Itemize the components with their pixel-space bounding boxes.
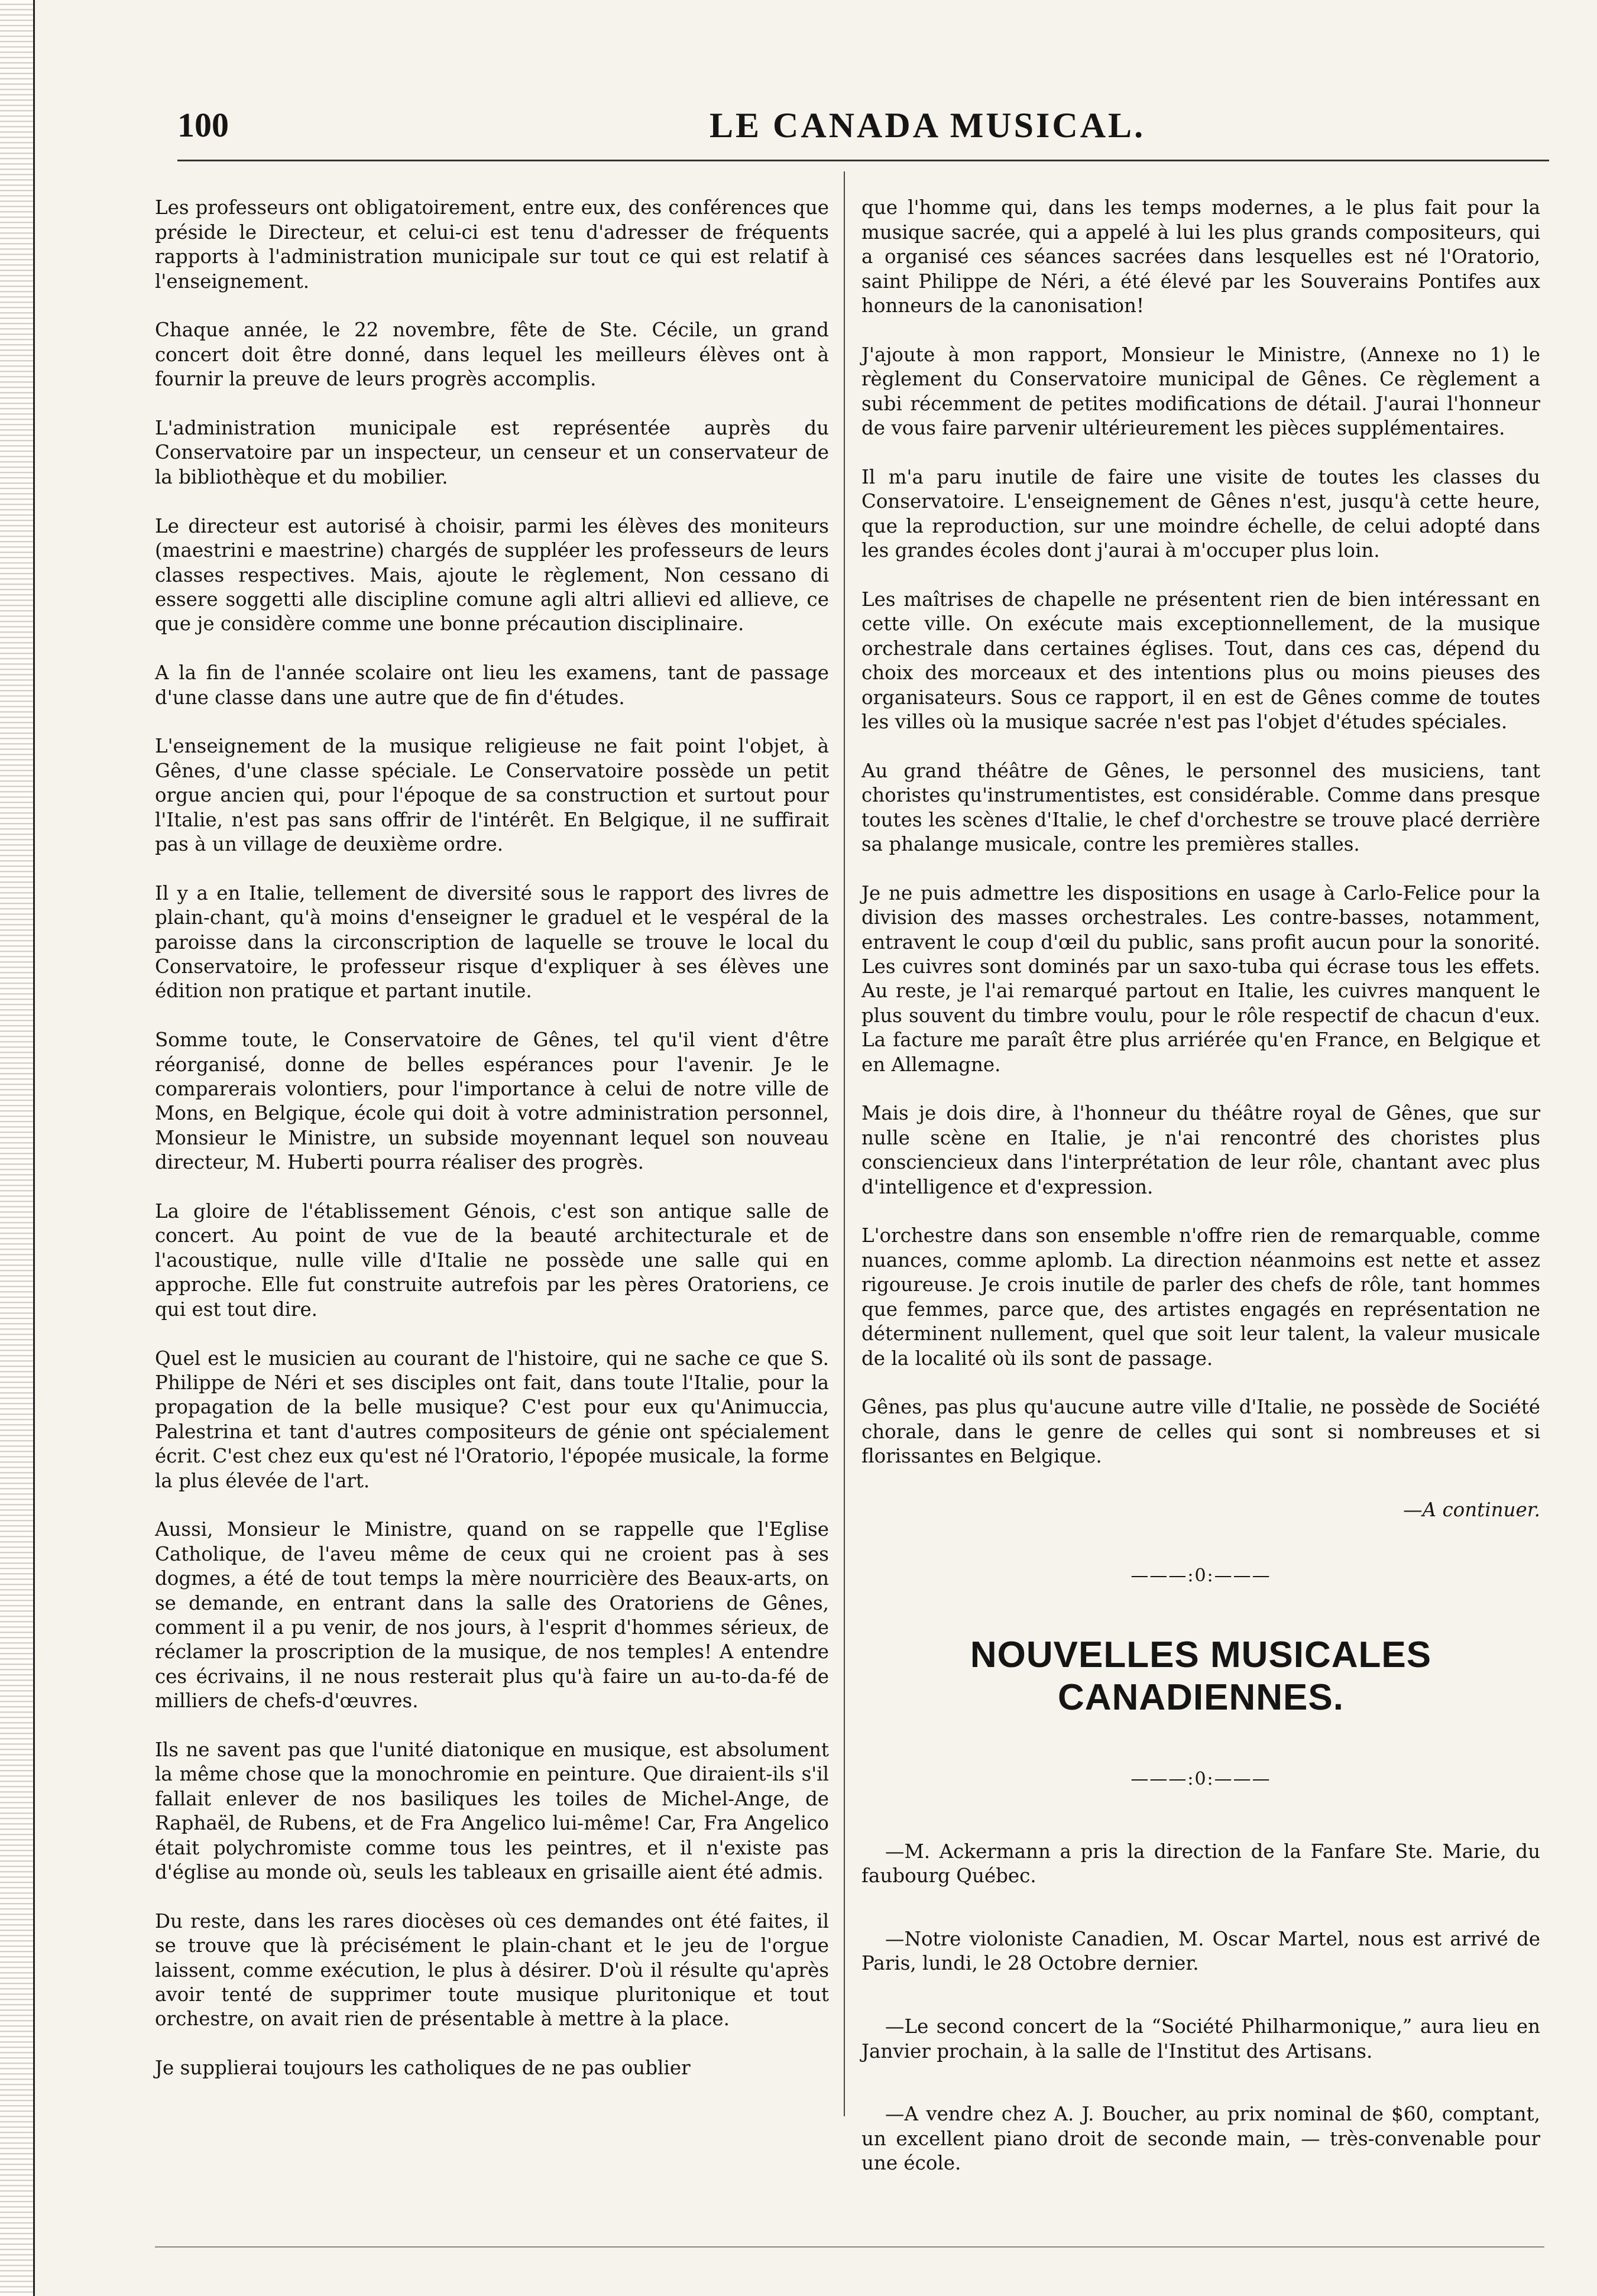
- paragraph: Les professeurs ont obligatoirement, entre eux, des conférences que préside le Directeur, et celui-ci est tenu d'adresser de fréquents rapports à l'administration municipale sur tout ce qui est relatif à l'enseignement.: [155, 196, 829, 293]
- page-header: [177, 99, 1549, 153]
- section-title: NOUVELLES MUSICALES CANADIENNES.: [970, 1634, 1432, 1718]
- paragraph: Les maîtrises de chapelle ne présentent rien de bien intéressant en cette ville. On exécute mais exceptionnellement, de la musique orchestrale dans certaines églises. Tout, dans ces cas, dépend du choix des morceaux et des intentions plus ou moins pieuses des organisateurs. Sous ce rapport, il en est de Gênes comme de toutes les villes où la musique sacrée n'est pas l'objet d'études spéciales.: [861, 588, 1540, 733]
- separator: ———:0:———: [1130, 1565, 1271, 1586]
- header-rule: [177, 160, 1549, 161]
- news-item: —M. Ackermann a pris la direction de la Fanfare Ste. Marie, du faubourg Québec.: [861, 1840, 1540, 1888]
- column-divider: [844, 171, 845, 2116]
- paragraph: Je ne puis admettre les dispositions en usage à Carlo-Felice pour la division des masses orchestrales. Les contre-basses, notamment, entravent le coup d'œil du public, sans profit aucun pour la sonorité. Les cuivres sont dominés par un saxo-tuba qui écrase tous les effets. Au reste, je l'ai remarqué partout en Italie, les cuivres manquent le plus souvent du timbre voulu, pour le rôle respectif de chacun d'eux. La facture me paraît être plus arriérée qu'en France, en Belgique et en Allemagne.: [861, 881, 1540, 1076]
- paragraph: A la fin de l'année scolaire ont lieu les examens, tant de passage d'une classe dans une autre que de fin d'études.: [155, 661, 829, 709]
- news-item: —Notre violoniste Canadien, M. Oscar Martel, nous est arrivé de Paris, lundi, le 28 Octobre dernier.: [861, 1928, 1540, 1975]
- paragraph: L'orchestre dans son ensemble n'offre rien de remarquable, comme nuances, comme aplomb. La direction néanmoins est nette et assez rigoureuse. Je crois inutile de parler des chefs de rôle, tant hommes que femmes, parce que, des artistes engagés en représentation ne déterminent nullement, quel que soit leur talent, la valeur musicale de la localité où ils sont de passage.: [861, 1224, 1540, 1370]
- continued-note: —A continuer.: [1403, 1498, 1540, 1521]
- bottom-rule: [155, 2246, 1544, 2248]
- paragraph: Somme toute, le Conservatoire de Gênes, tel qu'il vient d'être réorganisé, donne de belles espérances pour l'avenir. Je le comparerais volontiers, pour l'importance à celui de notre ville de Mons, en Belgique, école qui doit à votre administration personnel, Monsieur le Ministre, un subside moyennant lequel son nouveau directeur, M. Huberti pourra réaliser des progrès.: [155, 1029, 829, 1174]
- page-number: 100: [177, 106, 229, 144]
- paragraph: Il m'a paru inutile de faire une visite de toutes les classes du Conservatoire. L'enseignement de Gênes n'est, jusqu'à cette heure, que la reproduction, sur une moindre échelle, de celui adopté dans les grandes écoles dont j'aurai à m'occuper plus loin.: [861, 465, 1540, 562]
- paragraph: L'administration municipale est représentée auprès du Conservatoire par un inspecteur, un censeur et un conservateur de la bibliothèque et du mobilier.: [155, 417, 829, 488]
- paragraph: Quel est le musicien au courant de l'histoire, qui ne sache ce que S. Philippe de Néri et ses disciples ont fait, dans toute l'Italie, pour la propagation de la belle musique? C'est pour eux qu'Animuccia, Palestrina et tant d'autres compositeurs de génie ont spécialement écrit. C'est chez eux qu'est né l'Oratorio, l'épopée musicale, la forme la plus élevée de l'art.: [155, 1347, 829, 1492]
- separator: ———:0:———: [1130, 1768, 1271, 1789]
- paragraph: La gloire de l'établissement Génois, c'est son antique salle de concert. Au point de vue de la beauté architecturale et de l'acoustique, nulle ville d'Italie ne possède une salle qui en approche. Elle fut construite autrefois par les pères Oratoriens, ce qui est tout dire.: [155, 1200, 829, 1321]
- paragraph: Gênes, pas plus qu'aucune autre ville d'Italie, ne possède de Société chorale, dans le genre de celles qui sont si nombreuses et si florissantes en Belgique.: [861, 1396, 1540, 1468]
- news-item: —Le second concert de la “Société Philharmonique,” aura lieu en Janvier prochain, à la salle de l'Institut des Artisans.: [861, 2015, 1540, 2062]
- journal-title: LE CANADA MUSICAL.: [710, 106, 1146, 145]
- paragraph: Mais je dois dire, à l'honneur du théâtre royal de Gênes, que sur nulle scène en Italie, je n'ai rencontré des choristes plus consciencieux dans l'interprétation de leur rôle, chantant avec plus d'intelligence et d'expression.: [861, 1102, 1540, 1198]
- paragraph: que l'homme qui, dans les temps modernes, a le plus fait pour la musique sacrée, qui a appelé à lui les plus grands compositeurs, qui a organisé ces séances sacrées dans lesquelles est né l'Oratorio, saint Philippe de Néri, a été élevé par les Souverains Pontifes aux honneurs de la canonisation!: [861, 196, 1540, 317]
- paragraph: Je supplierai toujours les catholiques de ne pas oublier: [155, 2057, 691, 2080]
- binding-edge: [0, 0, 35, 2296]
- paragraph: Au grand théâtre de Gênes, le personnel des musiciens, tant choristes qu'instrumentistes, est considérable. Comme dans presque toutes les scènes d'Italie, le chef d'orchestre se trouve placé derrière sa phalange musicale, contre les premières stalles.: [861, 759, 1540, 855]
- paragraph: Aussi, Monsieur le Ministre, quand on se rappelle que l'Eglise Catholique, de l'aveu même de ceux qui ne croient pas à ses dogmes, a été de tout temps la mère nourricière des Beaux-arts, on se demande, en entrant dans la salle des Oratoriens de Gênes, comment il a pu venir, de nos jours, à l'esprit d'hommes sérieux, de réclamer la proscription de la musique, de nos temples! A entendre ces écrivains, il ne nous resterait plus qu'à faire un au-to-da-fé de milliers de chefs-d'œuvres.: [155, 1518, 829, 1713]
- right-column: [861, 171, 1540, 2200]
- paragraph: Il y a en Italie, tellement de diversité sous le rapport des livres de plain-chant, qu'à moins d'enseigner le graduel et le vespéral de la paroisse dans la circonscription de laquelle se trouve le local du Conservatoire, le professeur risque d'expliquer à ses élèves une édition non pratique et partant inutile.: [155, 881, 829, 1003]
- left-column: [155, 171, 829, 2105]
- paragraph: Ils ne savent pas que l'unité diatonique en musique, est absolument la même chose que la monochromie en peinture. Que diraient-ils s'il fallait enlever de nos basiliques les toiles de Michel-Ange, de Raphaël, de Rubens, et de Fra Angelico lui-même! Car, Fra Angelico était polychromiste comme tous les peintres, et il n'existe pas d'église au monde où, seuls les tableaux en grisaille aient été admis.: [155, 1739, 829, 1884]
- paragraph: J'ajoute à mon rapport, Monsieur le Ministre, (Annexe no 1) le règlement du Conservatoire municipal de Gênes. Ce règlement a subi récemment de petites modifications de détail. J'aurai l'honneur de vous faire parvenir ultérieurement les pièces supplémentaires.: [861, 343, 1540, 440]
- paragraph: L'enseignement de la musique religieuse ne fait point l'objet, à Gênes, d'une classe spéciale. Le Conservatoire possède un petit orgue ancien qui, pour l'époque de sa construction et surtout pour l'Italie, n'est pas sans offrir de l'intérêt. En Belgique, il ne suffirait pas à un village de deuxième ordre.: [155, 735, 829, 855]
- news-item: —A vendre chez A. J. Boucher, au prix nominal de $60, comptant, un excellent piano droit de seconde main, — très-convenable pour une école.: [861, 2103, 1540, 2175]
- paragraph: Du reste, dans les rares diocèses où ces demandes ont été faites, il se trouve que là précisément le plain-chant et le jeu de l'orgue laissent, comme exécution, le plus à désirer. D'où il résulte qu'après avoir tenté de supprimer toute musique pluritonique et tout orchestre, on avait rien de présentable à mettre à la place.: [155, 1909, 829, 2031]
- paragraph: Chaque année, le 22 novembre, fête de Ste. Cécile, un grand concert doit être donné, dans lequel les meilleurs élèves ont à fournir la preuve de leurs progrès accomplis.: [155, 319, 829, 391]
- paragraph: Le directeur est autorisé à choisir, parmi les élèves des moniteurs (maestrini e maestrine) chargés de suppléer les professeurs de leurs classes respectives. Mais, ajoute le règlement, Non cessano di essere soggetti alle discipline comune agli altri allievi ed allieve, ce que je considère comme une bonne précaution disciplinaire.: [155, 514, 829, 635]
